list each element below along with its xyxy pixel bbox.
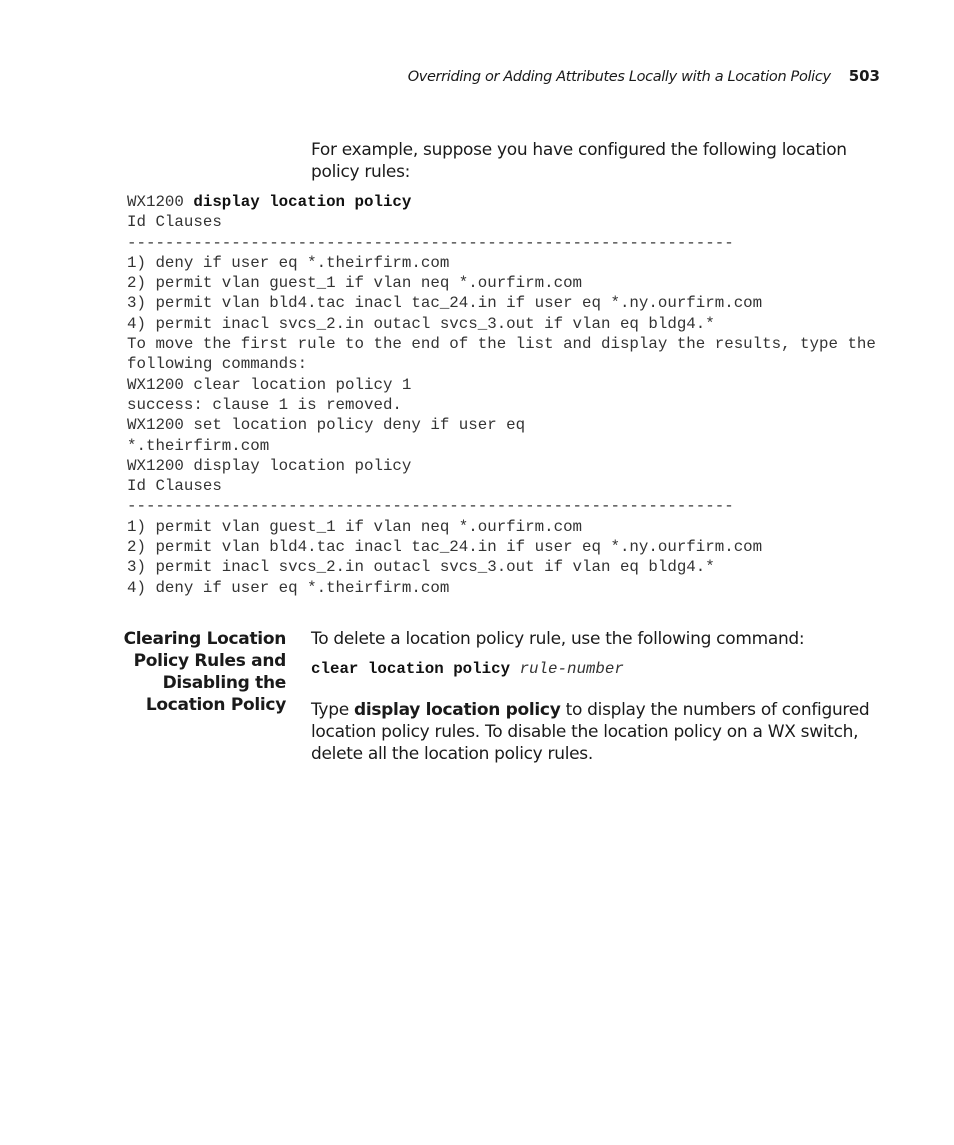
code-line: 4) permit inacl svcs_2.in outacl svcs_3.out if vlan eq bldg4.* [127,314,715,333]
command-keyword: clear location policy [311,660,511,678]
para2-command: display location policy [353,700,561,720]
code-line: WX1200 set location policy deny if user eq [127,416,526,435]
running-title: Overriding or Adding Attributes Locally with a Location Policy [407,69,831,85]
code-line: 1) deny if user eq *.theirfirm.com [127,253,450,272]
section-heading-line: Policy Rules and [133,651,286,671]
page-number: 503 [848,67,880,85]
code-line: Id Clauses [127,213,222,232]
code-line: To move the first rule to the end of the list and display the results, type the [127,335,876,354]
code-line: 3) permit vlan bld4.tac inacl tac_24.in if user eq *.ny.ourfirm.com [127,294,763,313]
code-block [127,192,876,598]
code-line: 2) permit vlan bld4.tac inacl tac_24.in if user eq *.ny.ourfirm.com [127,538,763,557]
code-line: 2) permit vlan guest_1 if vlan neq *.ourfirm.com [127,274,583,293]
code-line: 3) permit inacl svcs_2.in outacl svcs_3.out if vlan eq bldg4.* [127,558,715,577]
code-line: following commands: [127,355,308,374]
disable-policy-paragraph [311,699,891,765]
running-header [408,66,880,87]
section-heading-line: Disabling the [162,673,286,693]
code-line: 4) deny if user eq *.theirfirm.com [127,578,450,597]
code-line: WX1200 display location policy [127,456,412,475]
code-line: Id Clauses [127,477,222,496]
section-heading-line: Location Policy [145,695,286,715]
delete-rule-paragraph: To delete a location policy rule, use the following command: [311,629,805,649]
code-line: *.theirfirm.com [127,436,270,455]
code-lines [127,213,876,596]
intro-paragraph: For example, suppose you have configured the following location policy rules: [311,140,847,182]
code-line: success: clause 1 is removed. [127,395,402,414]
command-argument: rule-number [519,660,624,678]
command-syntax [311,659,624,679]
code-prompt: WX1200 [127,193,194,211]
code-line: 1) permit vlan guest_1 if vlan neq *.ourfirm.com [127,517,583,536]
code-line: WX1200 clear location policy 1 [127,375,412,394]
para2-after: to display the numbers of configured location policy rules. To disable the location policy on a WX switch, delete all the location policy rules. [311,700,870,764]
code-line: ---------------------------------------------------------------- [127,233,734,252]
section-heading [100,628,286,716]
para2-before: Type [311,700,354,720]
code-command: display location policy [193,193,412,211]
section-heading-line: Clearing Location [123,629,286,649]
code-line: ---------------------------------------------------------------- [127,497,734,516]
